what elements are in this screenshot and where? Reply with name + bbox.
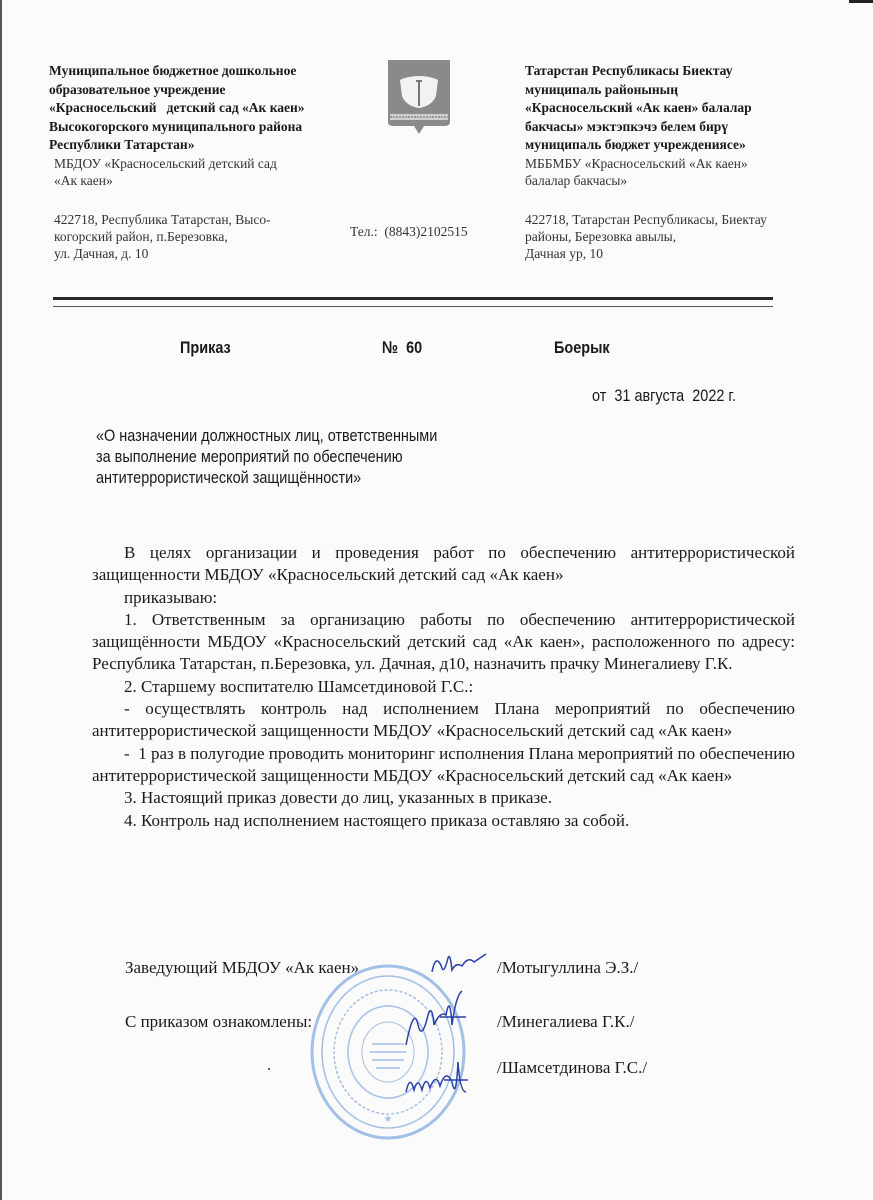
org-short-line: балалар бакчасы» bbox=[525, 172, 628, 188]
org-full-name-tt bbox=[525, 62, 815, 155]
head-signature bbox=[428, 948, 488, 978]
org-line: образовательное учреждение bbox=[49, 81, 226, 97]
item-4: 4. Контроль над исполнением настоящего приказа оставляю за собой. bbox=[124, 810, 630, 830]
ack-name-1: /Минегалиева Г.К./ bbox=[497, 1012, 635, 1031]
subject-line: за выполнение мероприятий по обеспечению bbox=[96, 447, 403, 466]
address-ru bbox=[49, 211, 369, 262]
item-2-b: - 1 раз в полугодие проводить мониторинг исполнения Плана мероприятий по обеспечению антитеррористической защищенности МБДОУ «Красносельский детский сад «Ак каен» bbox=[92, 743, 800, 785]
address-line: Дачная ур, 10 bbox=[525, 245, 604, 261]
head-role: Заведующий МБДОУ «Ак каен» bbox=[125, 958, 360, 977]
order-body bbox=[92, 542, 800, 832]
subject-line: «О назначении должностных лиц, ответственными bbox=[96, 426, 438, 445]
org-short-name-tt bbox=[525, 155, 815, 189]
header-divider-thin bbox=[53, 306, 773, 307]
order-type-ru: Приказ bbox=[180, 338, 231, 357]
acknowledged-label: С приказом ознакомлены: bbox=[125, 1012, 313, 1031]
header-divider-thick bbox=[53, 297, 773, 300]
org-line: Татарстан Республикасы Биектау bbox=[525, 63, 733, 78]
address-line: районы, Березовка авылы, bbox=[525, 228, 677, 244]
item-2: 2. Старшему воспитателю Шамсетдиновой Г.С.: bbox=[124, 676, 474, 696]
minegalieva-signature bbox=[400, 985, 470, 1055]
order-word: приказываю: bbox=[124, 587, 218, 607]
svg-text:★: ★ bbox=[383, 1114, 393, 1125]
order-type-tt: Боерык bbox=[554, 338, 610, 357]
org-short-line: МББМБУ «Красносельский «Ак каен» bbox=[525, 155, 748, 171]
preamble: В целях организации и проведения работ по обеспечению антитеррористической защищенности МБДОУ «Красносельский детский сад «Ак каен» bbox=[92, 543, 795, 585]
header-right-tatar bbox=[525, 62, 815, 262]
org-line: бакчасы» мэктэпкэчэ белем бирү bbox=[525, 118, 729, 134]
org-full-name-ru bbox=[49, 62, 369, 155]
org-line: Муниципальное бюджетное дошкольное bbox=[49, 63, 297, 78]
org-line: «Красносельский детский сад «Ак каен» bbox=[49, 100, 305, 115]
org-short-line: МБДОУ «Красносельский детский сад bbox=[54, 155, 277, 171]
phone-number: Тел.: (8843)2102515 bbox=[350, 224, 468, 239]
org-line: Высокогорского муниципального района bbox=[49, 118, 303, 134]
order-number: № 60 bbox=[382, 338, 423, 357]
shamsetdinova-signature bbox=[400, 1052, 470, 1112]
address-line: 422718, Татарстан Республикасы, Биектау bbox=[525, 211, 767, 227]
scan-corner-mark bbox=[849, 0, 873, 3]
order-subject bbox=[96, 425, 538, 488]
org-line: «Красносельский «Ак каен» балалар bbox=[525, 100, 752, 115]
address-line: ул. Дачная, д. 10 bbox=[54, 245, 149, 261]
org-short-name-ru bbox=[49, 155, 369, 189]
scan-edge bbox=[0, 0, 2, 1200]
org-line: муниципаль районының bbox=[525, 81, 678, 97]
coat-of-arms-emblem bbox=[386, 58, 452, 140]
org-short-line: «Ак каен» bbox=[54, 172, 113, 188]
item-1: 1. Ответственным за организацию работы по обеспечению антитеррористической защищённости МБДОУ «Красносельский детский сад «Ак каен», расположенного по адресу: Республика Татарстан, п.Березовка, ул. Дачная, д10, назначить прачку Минегалиеву Г.К. bbox=[92, 609, 795, 674]
subject-line: антитеррористической защищённости» bbox=[96, 468, 362, 487]
ack-name-2: /Шамсетдинова Г.С./ bbox=[497, 1058, 648, 1077]
org-line: муниципаль бюджет учреждениясе» bbox=[525, 137, 746, 152]
head-name: /Мотыгуллина Э.З./ bbox=[497, 958, 639, 977]
address-line: 422718, Республика Татарстан, Высо- bbox=[54, 211, 271, 227]
address-line: когорский район, п.Березовка, bbox=[54, 228, 228, 244]
item-3: 3. Настоящий приказ довести до лиц, указанных в приказе. bbox=[124, 788, 552, 808]
stray-dot bbox=[268, 1068, 270, 1070]
item-2-a: - осуществлять контроль над исполнением Плана мероприятий по обеспечению антитеррористической защищенности МБДОУ «Красносельский детский сад «Ак каен» bbox=[92, 699, 795, 741]
org-line: Республики Татарстан» bbox=[49, 137, 195, 152]
address-tt bbox=[525, 211, 815, 262]
order-date: от 31 августа 2022 г. bbox=[592, 386, 736, 405]
header-left-russian bbox=[49, 62, 369, 262]
